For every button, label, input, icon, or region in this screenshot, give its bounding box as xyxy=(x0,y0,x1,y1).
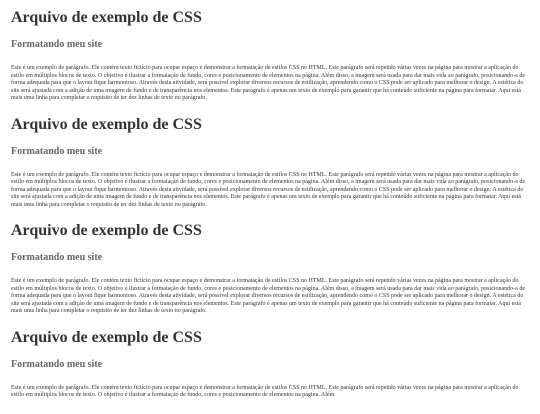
content-block-4 xyxy=(11,329,532,400)
body-paragraph: Este é um exemplo de parágrafo. Ele contém texto fictício para ocupar espaço e demonstrar a formatação de estilos CSS no HTML. Este parágrafo será repetido várias vezes na página para mostrar a aplicação do estilo em múltiplos blocos de texto. O objetivo é ilustrar a formatação de fundo, cores e posicionamento de elementos na página. Além xyxy=(11,384,519,398)
page-title: Arquivo de exemplo de CSS xyxy=(11,9,202,26)
body-paragraph: Este é um exemplo de parágrafo. Ele contém texto fictício para ocupar espaço e demonstrar a formatação de estilos CSS no HTML. Este parágrafo será repetido várias vezes na página para mostrar a aplicação do estilo em múltiplos blocos de texto. O objetivo é ilustrar a formatação de fundo, cores e posicionamento de elementos na página. Além disso, a imagem será usada para dar mais vida ao parágrafo, posicionando-a de forma adequada para que o layout fique harmonioso. Através desta atividade, será possível explorar diversos recursos de estilização, aprendendo como o CSS pode ser aplicado para melhorar o design. A estética do site será ajustada com a adição de uma imagem de fundo e de transparência nos elementos. Este parágrafo é apenas um texto de exemplo para garantir que há conteúdo suficiente na página para formatar. Aqui está mais uma linha para completar o requisito de ter dez linhas de texto no parágrafo. xyxy=(11,278,526,314)
section-subtitle: Formatando meu site xyxy=(11,252,103,263)
body-paragraph: Este é um exemplo de parágrafo. Ele contém texto fictício para ocupar espaço e demonstrar a formatação de estilos CSS no HTML. Este parágrafo será repetido várias vezes na página para mostrar a aplicação do estilo em múltiplos blocos de texto. O objetivo é ilustrar a formatação de fundo, cores e posicionamento de elementos na página. Além disso, a imagem será usada para dar mais vida ao parágrafo, posicionando-a de forma adequada para que o layout fique harmonioso. Através desta atividade, será possível explorar diversos recursos de estilização, aprendendo como o CSS pode ser aplicado para melhorar o design. A estética do site será ajustada com a adição de uma imagem de fundo e de transparência nos elementos. Este parágrafo é apenas um texto de exemplo para garantir que há conteúdo suficiente na página para formatar. Aqui está mais uma linha para completar o requisito de ter dez linhas de texto no parágrafo. xyxy=(11,65,526,101)
section-subtitle: Formatando meu site xyxy=(11,39,103,50)
page-title: Arquivo de exemplo de CSS xyxy=(11,222,202,239)
page-content xyxy=(0,9,540,400)
body-paragraph: Este é um exemplo de parágrafo. Ele contém texto fictício para ocupar espaço e demonstrar a formatação de estilos CSS no HTML. Este parágrafo será repetido várias vezes na página para mostrar a aplicação do estilo em múltiplos blocos de texto. O objetivo é ilustrar a formatação de fundo, cores e posicionamento de elementos na página. Além disso, a imagem será usada para dar mais vida ao parágrafo, posicionando-a de forma adequada para que o layout fique harmonioso. Através desta atividade, será possível explorar diversos recursos de estilização, aprendendo como o CSS pode ser aplicado para melhorar o design. A estética do site será ajustada com a adição de uma imagem de fundo e de transparência nos elementos. Este parágrafo é apenas um texto de exemplo para garantir que há conteúdo suficiente na página para formatar. Aqui está mais uma linha para completar o requisito de ter dez linhas de texto no parágrafo. xyxy=(11,171,526,208)
content-block-1 xyxy=(11,9,532,103)
page-title: Arquivo de exemplo de CSS xyxy=(11,328,202,346)
page-title: Arquivo de exemplo de CSS xyxy=(11,115,202,133)
content-block-3 xyxy=(11,222,532,316)
section-subtitle: Formatando meu site xyxy=(11,358,103,370)
content-block-2 xyxy=(11,116,532,210)
section-subtitle: Formatando meu site xyxy=(11,145,103,157)
